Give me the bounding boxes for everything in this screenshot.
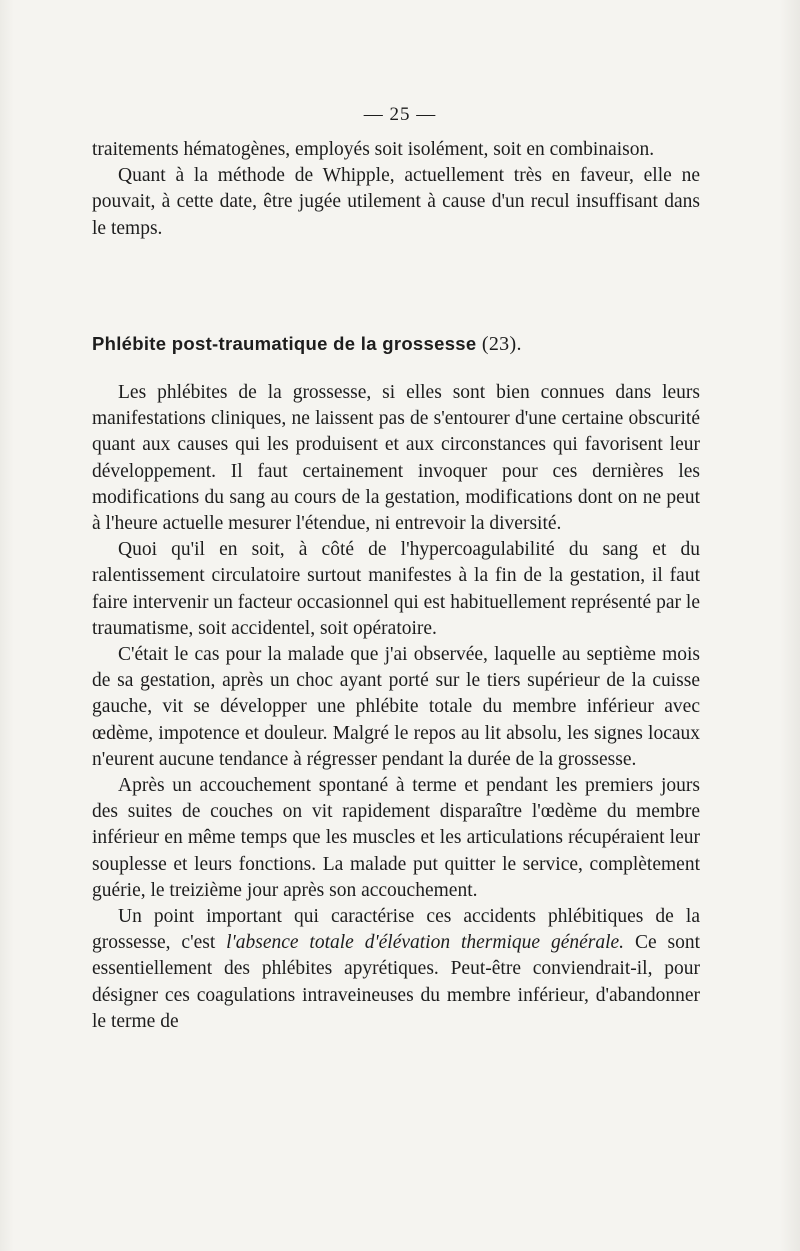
paragraph: Après un accouchement spontané à terme et pendant les premiers jours des suites de couches on vit rapidement disparaître l'œdème du membre inférieur en même temps que les muscles et les articulations récupéraient leur souplesse et leurs fonctions. La malade put quitter le service, complètement guérie, le treizième jour après son accouchement. — [92, 775, 700, 901]
top-text-block — [92, 137, 700, 242]
paragraph-text: Un point important qui caractérise ces accidents phlébitiques de la grossesse, c'est — [92, 906, 700, 954]
page-number: — 25 — — [363, 104, 437, 125]
emphasized-text: l'absence totale d'élévation thermique générale. — [226, 932, 625, 954]
paragraph: Quoi qu'il en soit, à côté de l'hypercoagulabilité du sang et du ralentissement circulatoire surtout manifestes à la fin de la gestation, il faut faire intervenir un facteur occasionnel qui est habituellement représenté par le traumatisme, soit accidentel, soit opératoire. — [92, 539, 700, 639]
paragraph: Quant à la méthode de Whipple, actuellement très en faveur, elle ne pouvait, à cette date, être jugée utilement à cause d'un recul insuffisant dans le temps. — [92, 165, 700, 239]
section-title: Phlébite post-traumatique de la grossesse — [92, 333, 477, 354]
paragraph — [92, 904, 700, 1035]
section-reference: (23). — [481, 333, 522, 355]
paragraph: C'était le cas pour la malade que j'ai observée, laquelle au septième mois de sa gestation, après un choc ayant porté sur le tiers supérieur de la cuisse gauche, vit se développer une phlébite totale du membre inférieur avec œdème, impotence et douleur. Malgré le repos au lit absolu, les signes locaux n'eurent aucune tendance à régresser pendant la durée de la grossesse. — [92, 644, 700, 770]
paragraph-text: Ce sont essentiellement des phlébites apyrétiques. Peut-être conviendrait-il, pour désigner ces coagulations intraveineuses du membre inférieur, d'abandonner le terme de — [92, 932, 700, 1032]
main-text-block — [92, 380, 700, 1035]
section-heading — [92, 333, 692, 356]
paragraph: traitements hématogènes, employés soit isolément, soit en combinaison. — [92, 139, 655, 160]
paragraph: Les phlébites de la grossesse, si elles sont bien connues dans leurs manifestations cliniques, ne laissent pas de s'entourer d'une certaine obscurité quant aux causes qui les produisent et aux circonstances qui favorisent leur développement. Il faut certainement invoquer pour ces dernières les modifications du sang au cours de la gestation, modifications dont on ne peut à l'heure actuelle mesurer l'étendue, ni entrevoir la diversité. — [92, 382, 700, 535]
